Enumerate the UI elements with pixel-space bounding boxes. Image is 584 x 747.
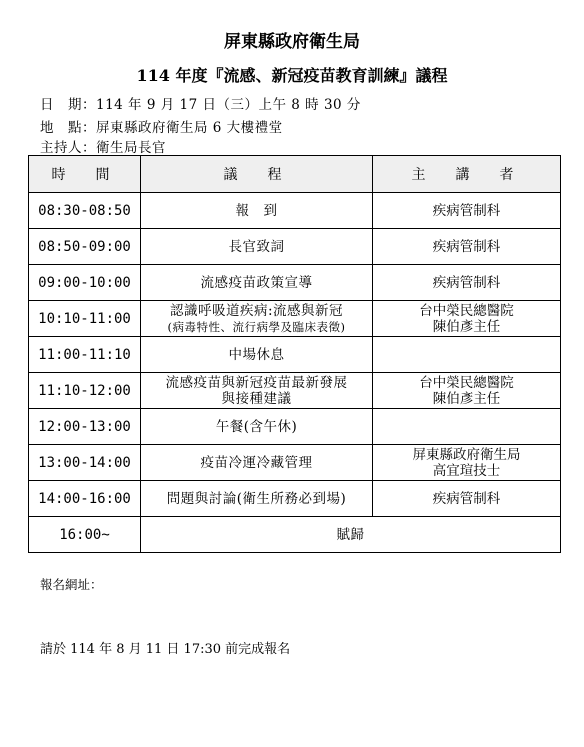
row-closing: 賦歸	[141, 517, 561, 553]
table-row	[29, 193, 561, 229]
row-topic-line: 流感疫苗與新冠疫苗最新發展	[165, 374, 348, 391]
row-speaker-line: 疾病管制科	[432, 238, 501, 255]
org-title: 屏東縣政府衛生局	[224, 32, 360, 52]
table-row	[29, 265, 561, 301]
table-row	[29, 445, 561, 481]
row-topic	[141, 481, 373, 517]
agenda-title: 114 年度『流感、新冠疫苗教育訓練』議程	[136, 66, 448, 85]
table-row	[29, 373, 561, 409]
row-speaker	[373, 337, 561, 373]
table-row-final	[29, 517, 561, 553]
row-topic-line: 中場休息	[228, 346, 285, 363]
agenda-table	[28, 155, 561, 553]
row-time: 14:00-16:00	[29, 481, 141, 517]
row-topic	[141, 229, 373, 265]
event-date: 日 期：114 年 9 月 17 日（三）上午 8 時 30 分	[40, 97, 361, 113]
row-topic	[141, 265, 373, 301]
row-speaker	[373, 193, 561, 229]
row-speaker-subline: 陳伯彥主任	[432, 318, 501, 335]
signup-url-label: 報名網址：	[40, 577, 103, 592]
row-topic	[141, 445, 373, 481]
table-row	[29, 337, 561, 373]
row-time: 10:10-11:00	[29, 301, 141, 337]
row-speaker-line: 台中榮民總醫院	[419, 302, 514, 319]
row-speaker	[373, 409, 561, 445]
event-host: 主持人：衛生局長官	[40, 140, 166, 156]
row-speaker	[373, 445, 561, 481]
row-speaker	[373, 301, 561, 337]
header-speaker: 主 講 者	[373, 156, 561, 193]
event-location: 地 點：屏東縣政府衛生局 6 大樓禮堂	[40, 120, 283, 136]
row-topic	[141, 409, 373, 445]
row-time: 12:00-13:00	[29, 409, 141, 445]
row-speaker-line: 疾病管制科	[432, 490, 501, 507]
row-speaker-line: 屏東縣政府衛生局	[412, 446, 521, 463]
row-time: 08:30-08:50	[29, 193, 141, 229]
row-speaker-subline: 陳伯彥主任	[432, 390, 501, 407]
row-topic-line: 認識呼吸道疾病:流感與新冠	[169, 302, 344, 319]
row-topic-line: 問題與討論(衛生所務必到場)	[166, 490, 347, 507]
table-header-row	[29, 156, 561, 193]
row-topic-line: 流感疫苗政策宣導	[200, 274, 313, 291]
row-topic	[141, 301, 373, 337]
row-topic-line: 疫苗冷運冷藏管理	[200, 454, 313, 471]
table-row	[29, 229, 561, 265]
header-time: 時 間	[29, 156, 141, 193]
signup-deadline: 請於 114 年 8 月 11 日 17:30 前完成報名	[40, 642, 291, 657]
row-topic	[141, 337, 373, 373]
table-row	[29, 301, 561, 337]
row-speaker	[373, 481, 561, 517]
row-time: 13:00-14:00	[29, 445, 141, 481]
table-row	[29, 481, 561, 517]
row-time: 08:50-09:00	[29, 229, 141, 265]
row-topic-subline: 與接種建議	[221, 390, 292, 407]
row-speaker-line: 台中榮民總醫院	[419, 374, 514, 391]
header-topic: 議 程	[141, 156, 373, 193]
row-speaker-line: 疾病管制科	[432, 202, 501, 219]
row-topic	[141, 193, 373, 229]
row-time: 09:00-10:00	[29, 265, 141, 301]
row-time: 16:00~	[29, 517, 141, 553]
row-speaker	[373, 373, 561, 409]
row-speaker-line: 疾病管制科	[432, 274, 501, 291]
row-topic-subline: (病毒特性、流行病學及臨床表徵)	[167, 319, 346, 334]
row-time: 11:00-11:10	[29, 337, 141, 373]
row-topic-line: 長官致詞	[228, 238, 285, 255]
row-topic	[141, 373, 373, 409]
row-topic-line: 午餐(含午休)	[215, 418, 298, 435]
table-row	[29, 409, 561, 445]
row-speaker-subline: 高宜瑄技士	[432, 462, 501, 479]
row-topic-line: 報 到	[235, 202, 278, 219]
row-time: 11:10-12:00	[29, 373, 141, 409]
row-speaker	[373, 265, 561, 301]
row-speaker	[373, 229, 561, 265]
